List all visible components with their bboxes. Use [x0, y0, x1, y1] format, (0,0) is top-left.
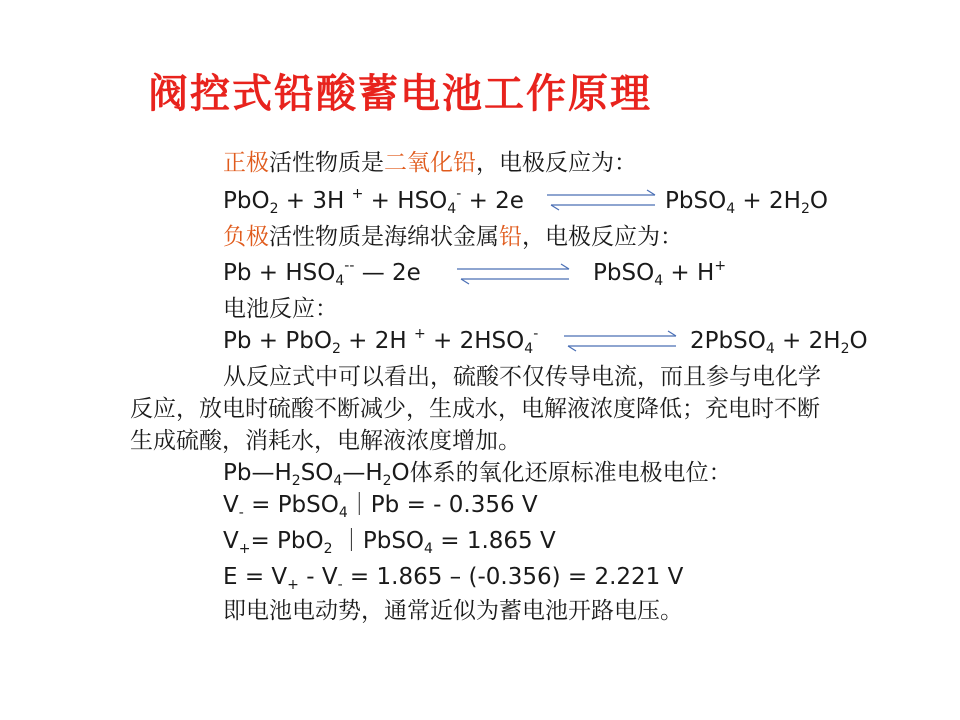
negative-label: 负极: [223, 224, 269, 250]
positive-electrode-line: [223, 148, 637, 178]
redox-system-line: $Pb—H_2SO_4—H_2O$体系的氧化还原标准电极电位：: [223, 460, 732, 489]
paragraph-line-3: 生成硫酸，消耗水，电解液浓度增加。: [130, 428, 521, 454]
equation-positive-right: PbSO$_4$ + $2H_2O$: [665, 188, 828, 217]
equation-positive-left: PbO$_2$ + 3H $^+ + HSO_4^- + 2e$: [223, 186, 524, 217]
conclusion-line: 即电池电动势，通常近似为蓄电池开路电压。: [223, 598, 683, 624]
negative-material: 铅: [499, 224, 522, 250]
equation-negative-left: $Pb + HSO_4^{--}$ — 2e: [223, 258, 421, 289]
equilibrium-arrows-icon: [455, 260, 573, 288]
negative-text: 活性物质是海绵状金属: [269, 224, 499, 250]
positive-text-end: ，电极反应为：: [476, 150, 637, 176]
paragraph-line-1: 从反应式中可以看出，硫酸不仅传导电流，而且参与电化学: [223, 364, 821, 390]
positive-text: 活性物质是: [269, 150, 384, 176]
v-plus-line: $V_+= PbO_2$ ｜PbSO$_4$ = 1.865 V: [223, 528, 556, 557]
page-title: 阀控式铅酸蓄电池工作原理: [148, 71, 652, 117]
equilibrium-arrows-icon: [562, 327, 680, 355]
negative-electrode-line: [223, 222, 683, 252]
negative-text-end: ，电极反应为：: [522, 224, 683, 250]
v-minus-line: $V_-$ = PbSO$_4$｜Pb = - 0.356 V: [223, 492, 538, 521]
positive-material: 二氧化铅: [384, 150, 476, 176]
equilibrium-arrows-icon: [545, 186, 660, 214]
equation-cell-right: 2PbSO$_4$ + $2H_2O$: [690, 328, 868, 357]
paragraph-line-2: 反应，放电时硫酸不断减少，生成水，电解液浓度降低；充电时不断: [130, 396, 820, 422]
equation-cell-left: Pb + PbO$_2$ + 2H $^+ + 2HSO_4^-$: [223, 326, 539, 357]
emf-line: $E = V_+ - V_- = 1.865 - (-0.356) = 2.221$ V: [223, 564, 684, 593]
equation-negative-right: PbSO$_4$ + H+: [593, 258, 727, 289]
cell-reaction-label: 电池反应：: [223, 296, 338, 322]
positive-label: 正极: [223, 150, 269, 176]
